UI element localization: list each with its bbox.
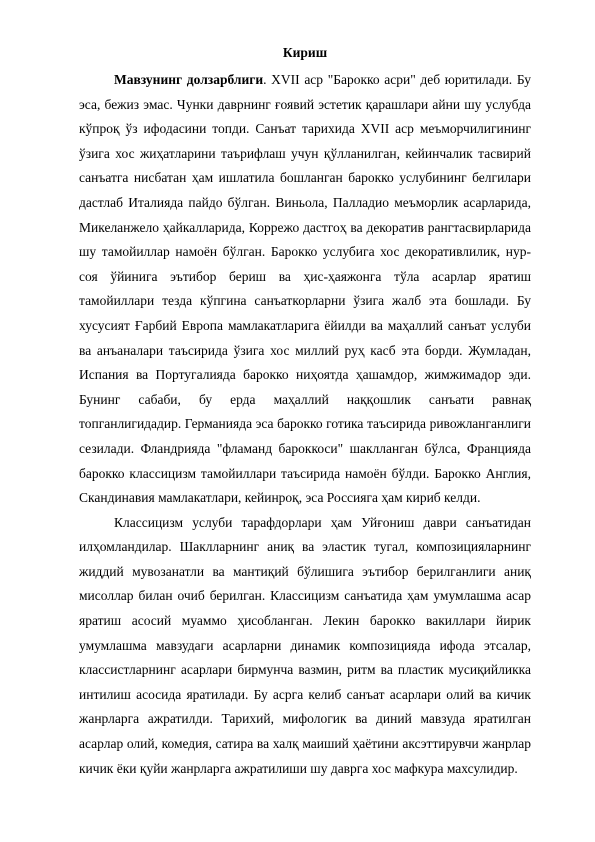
page-title: Кириш [282, 45, 328, 60]
document-page [79, 44, 531, 781]
paragraph-classicism [79, 511, 531, 782]
paragraph-relevance [79, 68, 531, 511]
paragraph-text: Классицизм услуби тарафдорлари ҳам Уйғониш даври санъатидан илҳомландилар. Шаклларнинг аниқ ва эластик тугал, композицияларнинг жиддий мувозанатли ва мантиқий бўлишига эътибор берилганлиги аниқ мисоллар билан очиб берилган. Классицизм санъатида ҳам умумлашма асар яратиш асосий муаммо ҳисобланган. Лекин барокко вакиллари йирик умумлашма мавзудаги асарларни динамик композицияда ифода этсалар, классистларнинг асарлари бирмунча вазмин, ритм ва пластик мусиқийликка интилиш асосида яратилади. Бу асрга келиб санъат асарлари олий ва кичик жанрларга ажратилди. Тарихий, мифологик ва диний мавзуда яратилган асарлар олий, комедия, сатира ва халқ маиший ҳаётини аксэттирувчи жанрлар кичик ёки қуйи жанрларга ажратилиши шу даврга хос мафкура махсулидир. [79, 514, 531, 776]
paragraph-lead: Мавзунинг долзарблиги [114, 72, 264, 87]
paragraph-text: . XVII аср "Барокко асри" деб юритилади. Бу эса, бежиз эмас. Чунки даврнинг ғоявий эстетик қарашлари айни шу услубда кўпроқ ўз ифодасини топди. Санъат тарихида XVII аср меъморчилигининг ўзига хос жиҳатларини таърифлаш учун қўлланилган, кейинчалик тасвирий санъатга нисбатан ҳам ишлатила бошланган барокко услубининг белгилари дастлаб Италияда пайдо бўлган. Виньола, Палладио меъморлик асарларида, Микеланжело ҳайкалларида, Коррежо дастгоҳ ва декоратив рангтасвирларида шу тамойиллар намоён бўлган. Барокко услубига хос декоративлилик, нур-соя ўйинига эътибор бериш ва ҳис-ҳаяжонга тўла асарлар яратиш тамойиллари тезда кўпгина санъаткорларни ўзига жалб эта бошлади. Бу хусусият Ғарбий Европа мамлакатларига ёйилди ва маҳаллий санъат услуби ва анъаналари таъсирида ўзига хос миллий руҳ касб эта борди. Жумладан, Испания ва Португалияда барокко ниҳоятда ҳашамдор, жимжимадор эди. Бунинг сабаби, бу ерда маҳаллий наққошлик санъати равнақ топганлигидадир. Германияда эса барокко готика таъсирида ривожланганлиги сезилади. Фландрияда "фламанд бароккоси" шаклланган бўлса, Францияда барокко классицизм тамойиллари таъсирида намоён бўлди. Барокко Англия, Скандинавия мамлакатлари, кейинроқ, эса Россияга ҳам кириб келди. [79, 72, 532, 506]
